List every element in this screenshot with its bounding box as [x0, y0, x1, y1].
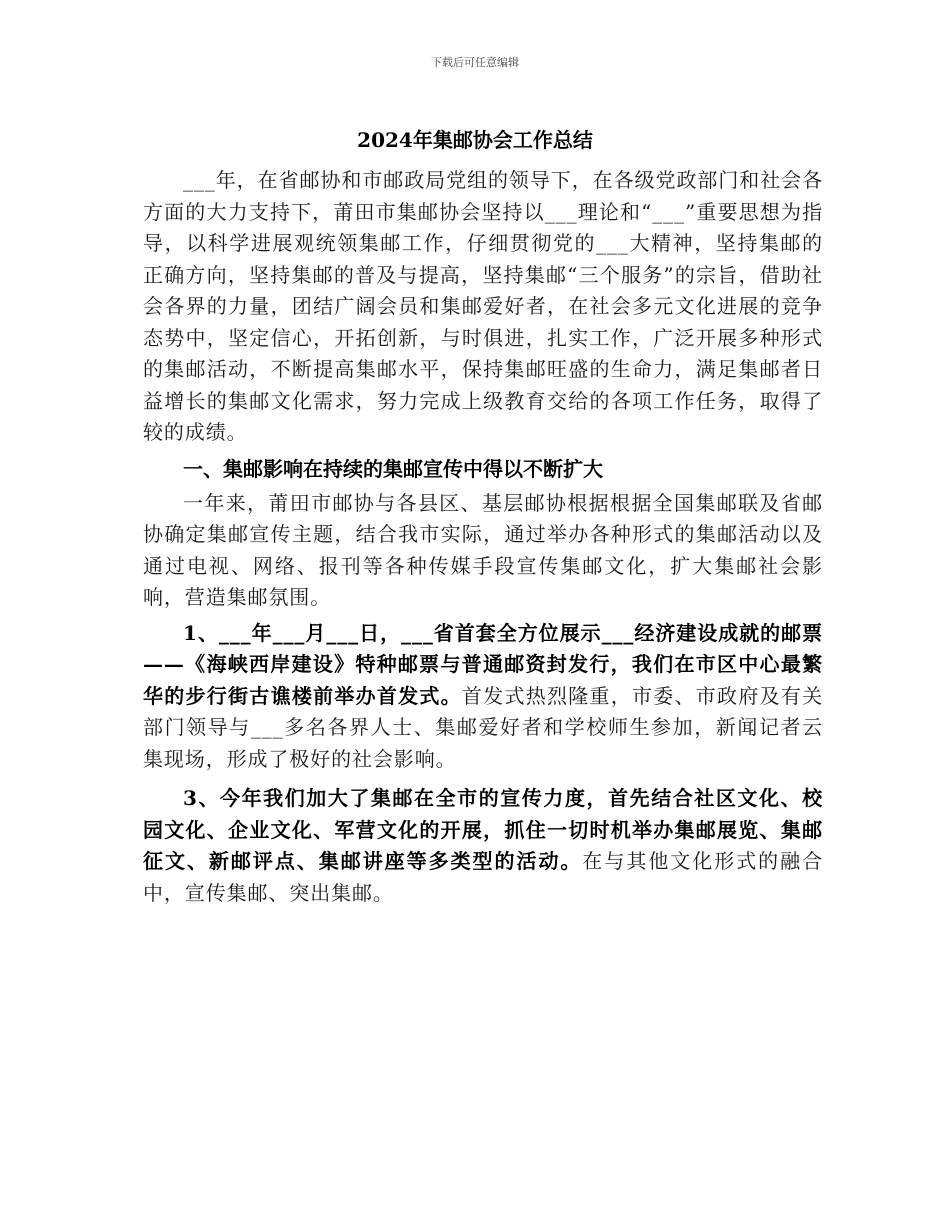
- item-3-lead: 3、今年我们加大了集邮在全市的宣传力度，首先结合社区文化、校园文化、企业文化、军营文化的开展，抓住一切时机举办集邮展览、集邮征文、新邮评点、集邮讲座等多类型的活动。: [143, 786, 823, 873]
- section-1-paragraph: 一年来，莆田市邮协与各县区、基层邮协根据根据全国集邮联及省邮协确定集邮宣传主题，结合我市实际，通过举办各种形式的集邮活动以及通过电视、网络、报刊等各种传媒手段宣传集邮文化，扩大集邮社会影响，营造集邮氛围。: [143, 490, 823, 609]
- document-title: 2024年集邮协会工作总结: [357, 128, 593, 152]
- item-1-rest: 首发式热烈隆重，市委、市政府及有关部门领导与___多名各界人士、集邮爱好者和学校师生参加，新闻记者云集现场，形成了极好的社会影响。: [143, 683, 823, 771]
- spacer: [143, 775, 823, 779]
- document-body: [143, 165, 823, 909]
- item-1-lead: 1、___年___月___日，___省首套全方位展示___经济建设成就的邮票——《海峡西岸建设》特种邮票与普通邮资封发行，我们在市区中心最繁华的步行街古谯楼前举办首发式。: [143, 620, 823, 708]
- item-3-rest: 在与其他文化形式的融合中，宣传集邮、突出集邮。: [143, 849, 824, 905]
- item-3-paragraph: [143, 783, 823, 909]
- section-heading-1: 一、集邮影响在持续的集邮宣传中得以不断扩大: [183, 456, 603, 481]
- item-1-paragraph: [143, 618, 823, 776]
- intro-paragraph: ___年，在省邮协和市邮政局党组的领导下，在各级党政部门和社会各方面的大力支持下，莆田市集邮协会坚持以___理论和“___”重要思想为指导，以科学进展观统领集邮工作，仔细贯彻党的___大精神，坚持集邮的正确方向，坚持集邮的普及与提高，坚持集邮“三个服务”的宗旨，借助社会各界的力量，团结广阔会员和集邮爱好者，在社会多元文化进展的竞争态势中，坚定信心，开拓创新，与时俱进，扎实工作，广泛开展多种形式的集邮活动，不断提高集邮水平，保持集邮旺盛的生命力，满足集邮者日益增长的集邮文化需求，努力完成上级教育交给的各项工作任务，取得了较的成绩。: [143, 168, 823, 444]
- header-note: 下载后可任意编辑: [431, 56, 519, 69]
